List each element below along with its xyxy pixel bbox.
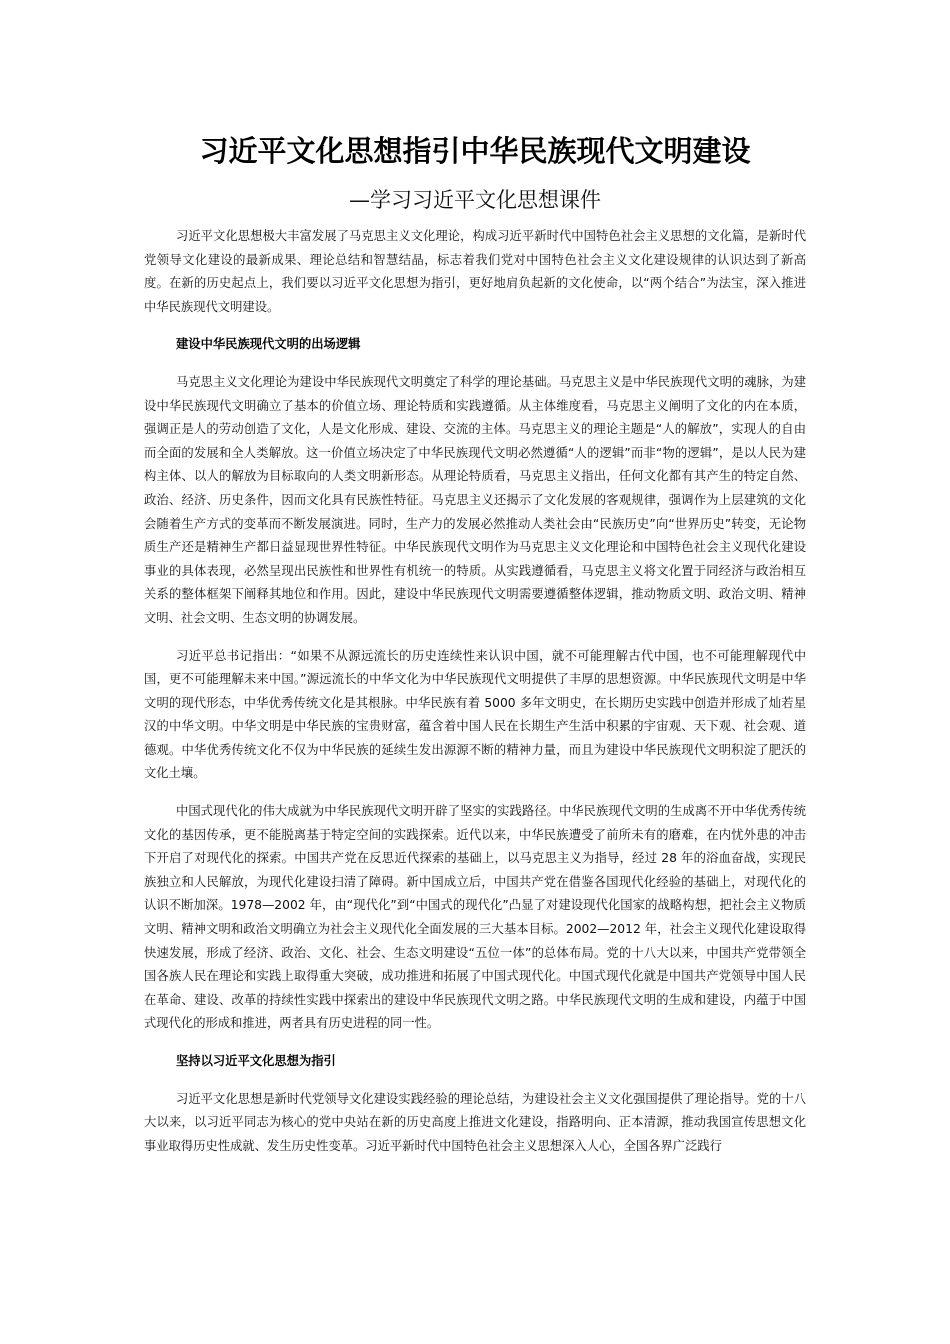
document-subtitle: —学习习近平文化思想课件 [349, 188, 601, 212]
document-title: 习近平文化思想指引中华民族现代文明建设 [199, 134, 751, 168]
paragraph-theoretical-summary: 习近平文化思想是新时代党领导文化建设实践经验的理论总结，为建设社会主义文化强国提供了理论指导。党的十八大以来，以习近平同志为核心的党中央站在新的历史高度上推进文化建设，指路明向、正本清源，推动我国宣传思想文化事业取得历史性成就、发生历史性变革。习近平新时代中国特色社会主义思想深入人心，全国各界广泛践行 [144, 1091, 806, 1153]
section-heading-origin-logic: 建设中华民族现代文明的出场逻辑 [175, 337, 361, 352]
paragraph-marxism-foundation: 马克思主义文化理论为建设中华民族现代文明奠定了科学的理论基础。马克思主义是中华民族现代文明的魂脉，为建设中华民族现代文明确立了基本的价值立场、理论特质和实践遵循。从主体维度看，马克思主义阐明了文化的内在本质，强调正是人的劳动创造了文化，人是文化形成、建设、交流的主体。马克思主义的理论主题是“人的解放”，实现人的自由而全面的发展和全人类解放。这一价值立场决定了中华民族现代文明必然遵循“人的逻辑”而非“物的逻辑”，是以人民为建构主体、以人的解放为目标取向的人类文明新形态。从理论特质看，马克思主义指出，任何文化都有其产生的特定自然、政治、经济、历史条件，因而文化具有民族性特征。马克思主义还揭示了文化发展的客观规律，强调作为上层建筑的文化会随着生产方式的变革而不断发展演进。同时，生产力的发展必然推动人类社会由“民族历史”向“世界历史”转变，无论物质生产还是精神生产都日益显现世界性特征。中华民族现代文明作为马克思主义文化理论和中国特色社会主义现代化建设事业的具体表现，必然呈现出民族性和世界性有机统一的特质。从实践遵循看，马克思主义将文化置于同经济与政治相互关系的整体框架下阐释其地位和作用。因此，建设中华民族现代文明需要遵循整体逻辑，推动物质文明、政治文明、精神文明、社会文明、生态文明的协调发展。 [144, 374, 806, 625]
paragraph-chinese-modernization: 中国式现代化的伟大成就为中华民族现代文明开辟了坚实的实践路径。中华民族现代文明的生成离不开中华优秀传统文化的基因传承，更不能脱离基于特定空间的实践探索。近代以来，中华民族遭受了前所未有的磨难，在内忧外患的冲击下开启了对现代化的探索。中国共产党在反思近代探索的基础上，以马克思主义为指导，经过 28 年的浴血奋战，实现民族独立和人民解放，为现代化建设扫清了障碍。新中国成立后，中国共产党在借鉴各国现代化经验的基础上，对现代化的认识不断加深。1978—2002 年，由“现代化”到“中国式的现代化”凸显了对建设现代化国家的战略构想，把社会主义物质文明、精神文明和政治文明确立为社会主义现代化全面发展的三大基本目标。2002—2012 年，社会主义现代化建设取得快速发展，形成了经济、政治、文化、社会、生态文明建设“五位一体”的总体布局。党的十八大以来，中国共产党带领全国各族人民在理论和实践上取得重大突破，成功推进和拓展了中国式现代化。中国式现代化就是中国共产党领导中国人民在革命、建设、改革的持续性实践中探索出的建设中华民族现代文明之路。中华民族现代文明的生成和建设，内蕴于中国式现代化的形成和推进，两者具有历史进程的同一性。 [144, 804, 806, 1031]
intro-paragraph: 习近平文化思想极大丰富发展了马克思主义文化理论，构成习近平新时代中国特色社会主义思想的文化篇，是新时代党领导文化建设的最新成果、理论总结和智慧结晶，标志着我们党对中国特色社会主义文化建设规律的认识达到了新高度。在新的历史起点上，我们要以习近平文化思想为指引，更好地肩负起新的文化使命，以“两个结合”为法宝，深入推进中华民族现代文明建设。 [144, 229, 806, 314]
section-heading-guidance: 坚持以习近平文化思想为指引 [175, 1054, 336, 1068]
document-body [144, 225, 806, 1172]
paragraph-chinese-culture: 习近平总书记指出：“如果不从源远流长的历史连续性来认识中国，就不可能理解古代中国，也不可能理解现代中国，更不可能理解未来中国。”源远流长的中华文化为中华民族现代文明提供了丰厚的思想资源。中华民族现代文明是中华文明的现代形态，中华优秀传统文化是其根脉。中华民族有着 5000 多年文明史，在长期历史实践中创造并形成了灿若星汉的中华文明。中华文明是中华民族的宝贵财富，蕴含着中国人民在长期生产生活中积累的宇宙观、天下观、社会观、道德观。中华优秀传统文化不仅为中华民族的延续生发出源源不断的精神力量，而且为建设中华民族现代文明积淀了肥沃的文化土壤。 [144, 648, 806, 781]
